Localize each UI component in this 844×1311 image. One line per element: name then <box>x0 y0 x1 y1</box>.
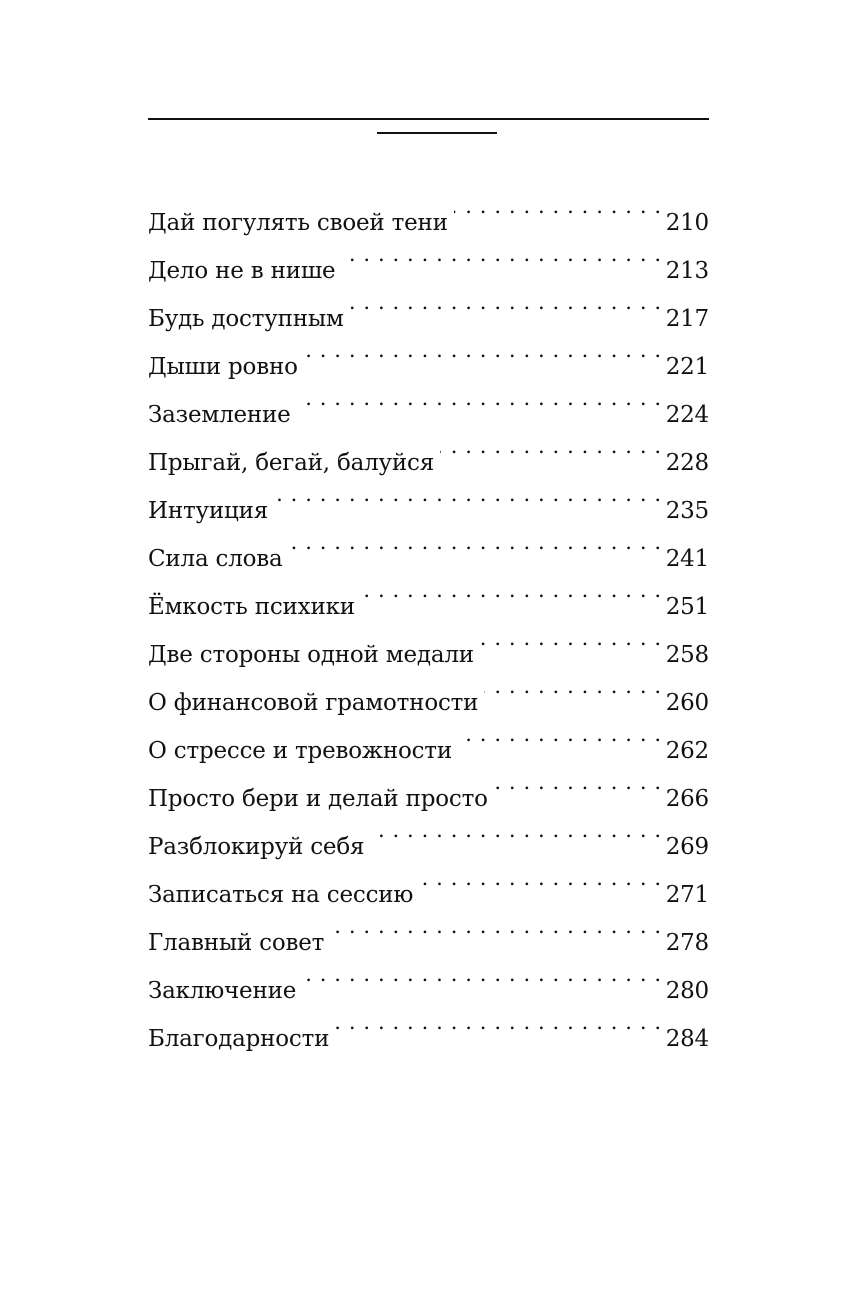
toc-entry-title: Записаться на сессию <box>148 882 414 908</box>
toc-entry-page: 251 <box>665 594 709 620</box>
toc-dot-leader <box>302 950 662 998</box>
toc-dot-leader <box>480 614 662 662</box>
toc-entry-page: 260 <box>665 690 709 716</box>
toc-dot-leader <box>440 422 662 470</box>
toc-dot-leader <box>454 182 662 230</box>
toc-entry-page: 284 <box>665 1026 709 1052</box>
toc-dot-leader <box>297 374 662 422</box>
toc-entry-page: 224 <box>665 402 709 428</box>
table-of-contents <box>148 182 709 1052</box>
toc-entry <box>148 182 709 236</box>
toc-dot-leader <box>341 230 661 278</box>
toc-dot-leader <box>289 518 662 566</box>
toc-entry-title: Интуиция <box>148 498 269 524</box>
toc-entry-title: Разблокируй себя <box>148 834 365 860</box>
toc-dot-leader <box>304 326 662 374</box>
toc-entry-title: О финансовой грамотности <box>148 690 479 716</box>
toc-dot-leader <box>335 998 661 1046</box>
toc-dot-leader <box>484 662 661 710</box>
toc-entry-title: Заключение <box>148 978 297 1004</box>
toc-entry-title: Благодарности <box>148 1026 330 1052</box>
toc-entry-title: Просто бери и делай просто <box>148 786 488 812</box>
toc-entry-page: 210 <box>665 210 709 236</box>
toc-entry-page: 269 <box>665 834 709 860</box>
toc-entry-page: 241 <box>665 546 709 572</box>
toc-entry-page: 213 <box>665 258 709 284</box>
toc-dot-leader <box>458 710 662 758</box>
toc-dot-leader <box>361 566 662 614</box>
toc-entry-page: 278 <box>665 930 709 956</box>
toc-entry-title: Дело не в нише <box>148 258 336 284</box>
toc-dot-leader <box>330 902 661 950</box>
toc-entry-page: 221 <box>665 354 709 380</box>
toc-dot-leader <box>274 470 662 518</box>
toc-entry-title: Ёмкость психики <box>148 594 355 620</box>
toc-entry-page: 271 <box>665 882 709 908</box>
toc-entry-page: 262 <box>665 738 709 764</box>
toc-entry-title: Заземление <box>148 402 291 428</box>
toc-entry-page: 258 <box>665 642 709 668</box>
toc-dot-leader <box>370 806 661 854</box>
toc-entry-title: Сила слова <box>148 546 283 572</box>
toc-dot-leader <box>494 758 662 806</box>
toc-entry-title: Дыши ровно <box>148 354 298 380</box>
toc-entry-title: Две стороны одной медали <box>148 642 474 668</box>
toc-entry-title: Прыгай, бегай, балуйся <box>148 450 434 476</box>
toc-entry-page: 266 <box>665 786 709 812</box>
header-short-rule <box>377 132 497 134</box>
toc-dot-leader <box>419 854 661 902</box>
toc-entry-title: Главный совет <box>148 930 325 956</box>
header-rule <box>148 118 709 120</box>
toc-entry-title: Будь доступным <box>148 306 344 332</box>
toc-dot-leader <box>350 278 662 326</box>
toc-entry-page: 280 <box>665 978 709 1004</box>
toc-entry-page: 217 <box>665 306 709 332</box>
toc-entry-page: 228 <box>665 450 709 476</box>
toc-entry-title: Дай погулять своей тени <box>148 210 448 236</box>
toc-entry-page: 235 <box>665 498 709 524</box>
toc-entry-title: О стрессе и тревожности <box>148 738 452 764</box>
